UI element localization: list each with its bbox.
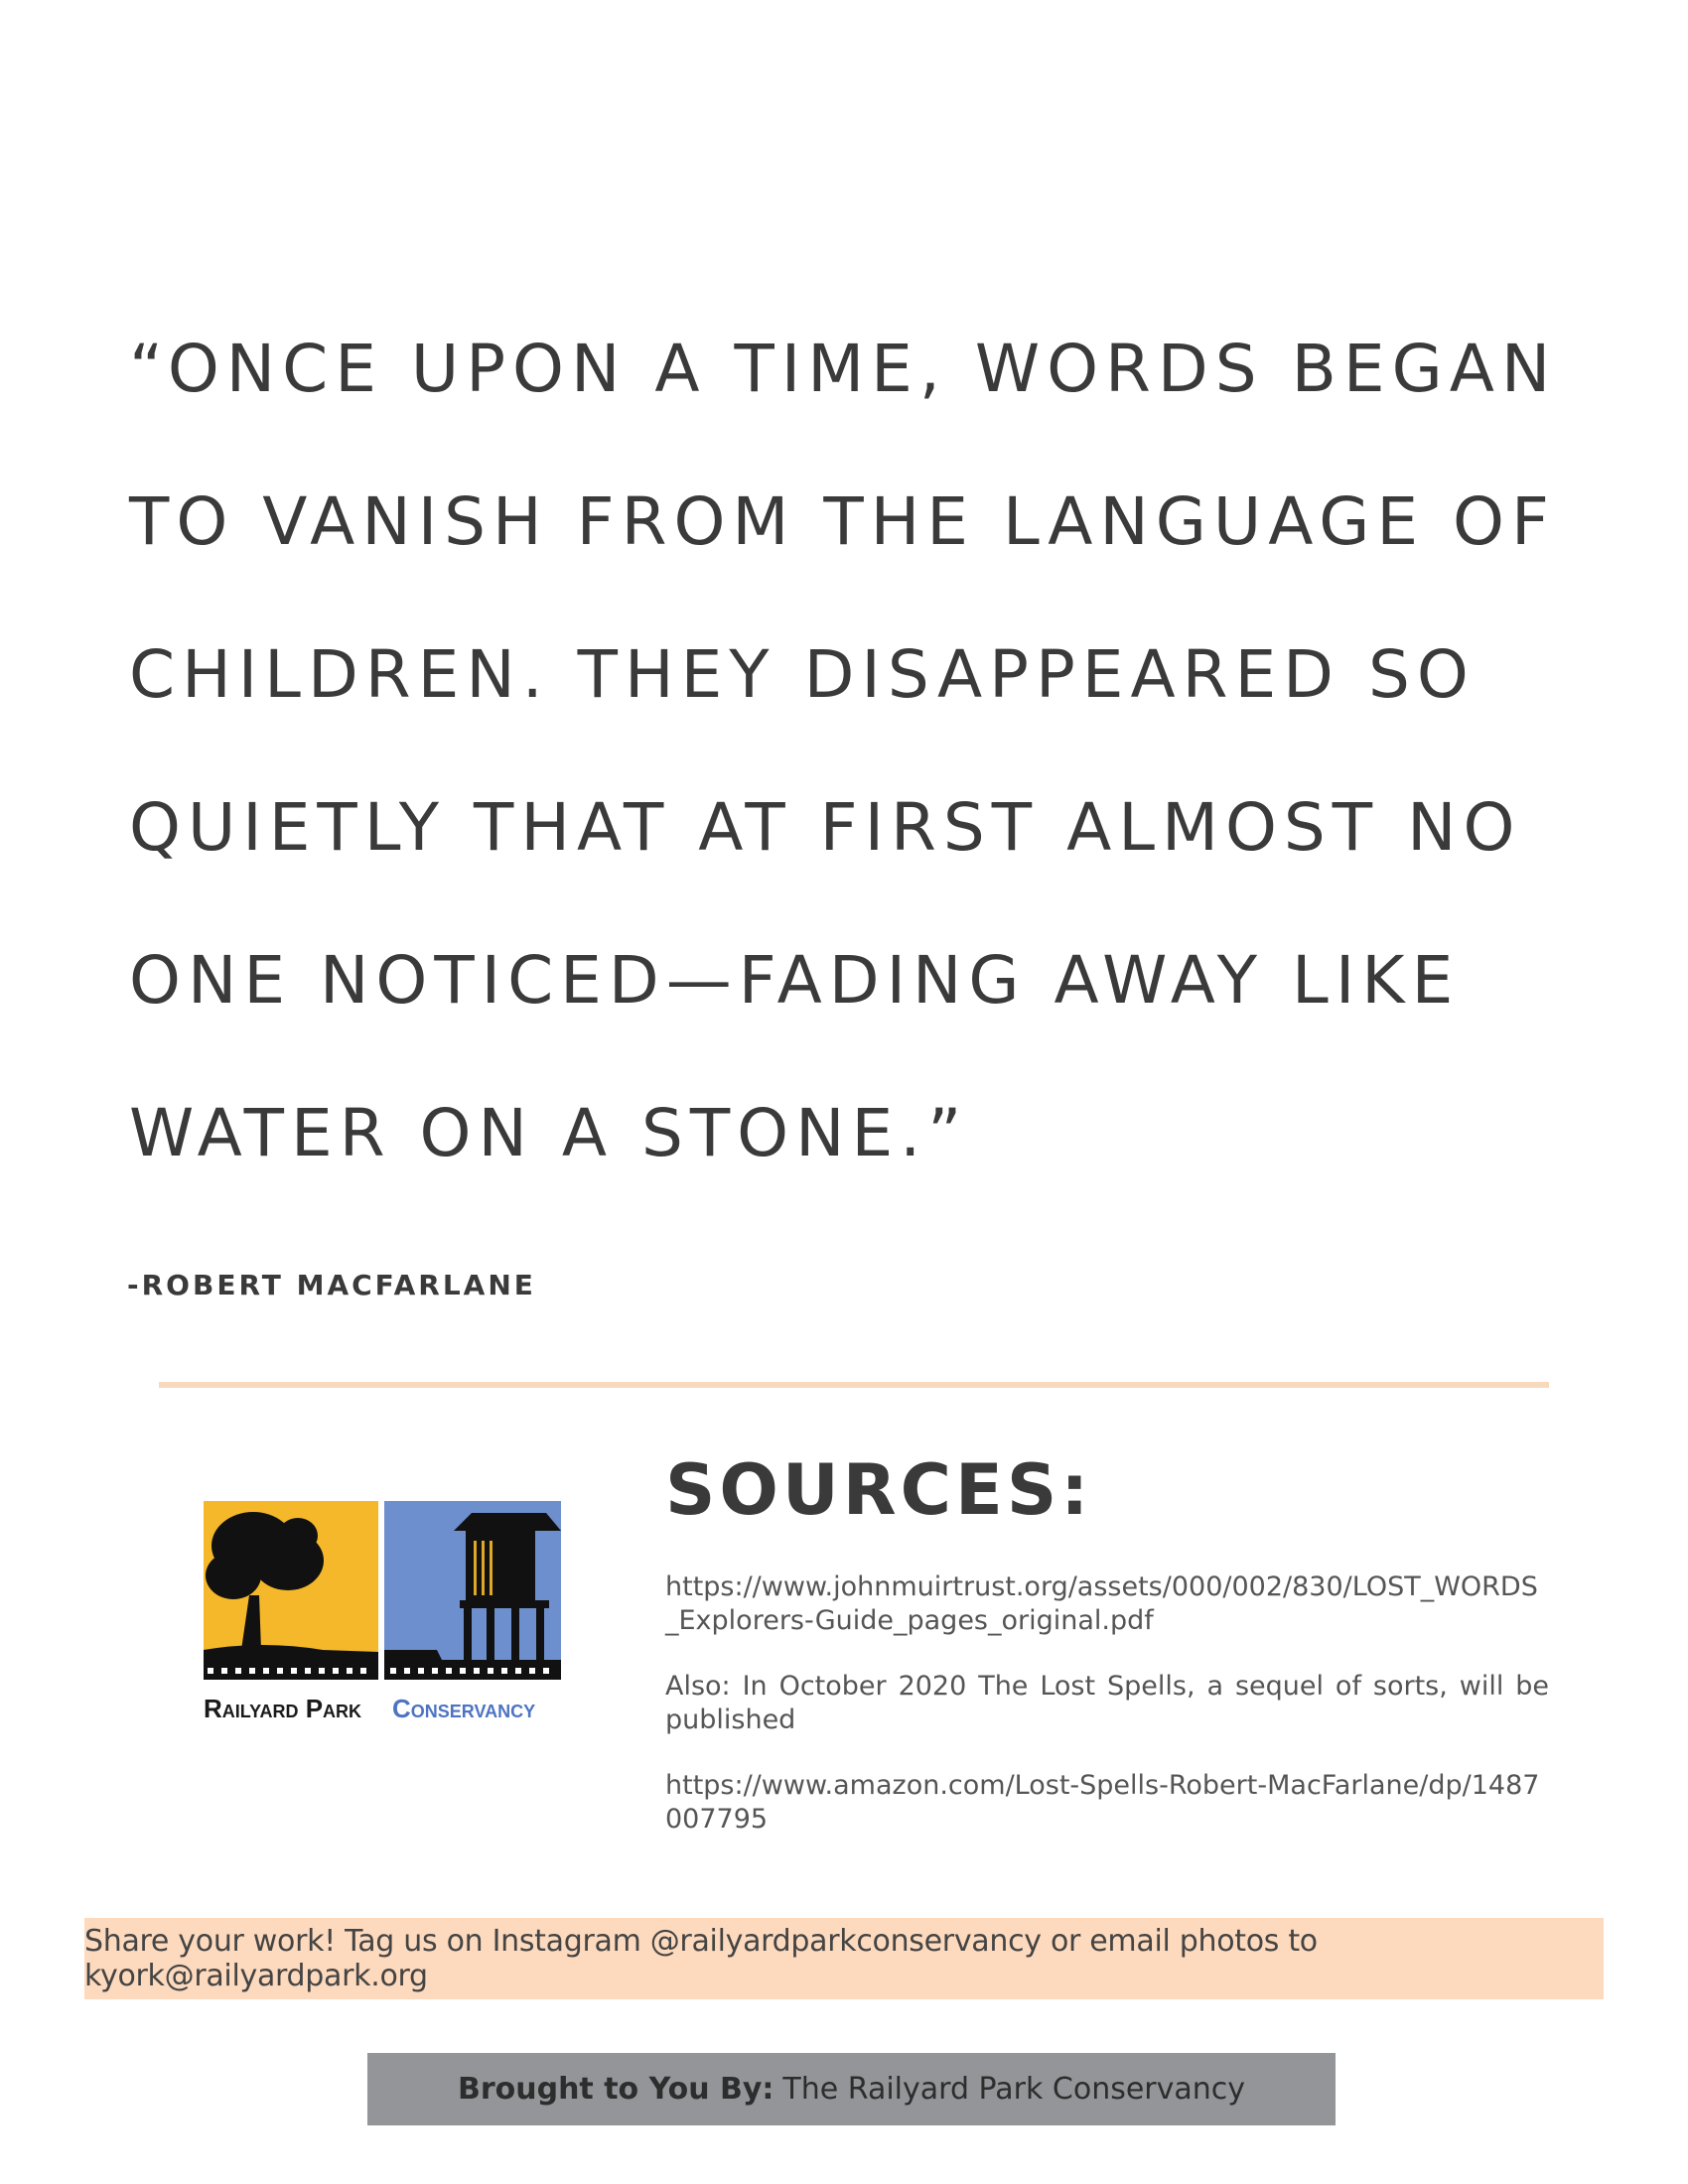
sources-list	[665, 1570, 1549, 1868]
railyard-park-conservancy-logo	[204, 1501, 561, 1729]
quote-block	[129, 293, 1599, 1210]
footer-label: Brought to You By:	[457, 2072, 774, 2107]
logo-word-railyard-park: Railyard Park	[204, 1694, 362, 1723]
source-link[interactable]: https://www.johnmuirtrust.org/assets/000/002/830/LOST_WORDS_Explorers-Guide_pages_original.pdf	[665, 1571, 1538, 1636]
quote-author: -ROBERT MACFARLANE	[127, 1269, 536, 1301]
sources-heading: SOURCES:	[665, 1449, 1093, 1531]
section-divider	[159, 1382, 1549, 1388]
quote-line: ONE NOTICED—FADING AWAY LIKE	[129, 942, 1461, 1019]
footer-credit	[367, 2053, 1336, 2125]
source-note: Also: In October 2020 The Lost Spells, a sequel of sorts, will be published	[665, 1671, 1549, 1735]
quote-line: “ONCE UPON A TIME, WORDS BEGAN	[129, 331, 1558, 407]
source-link[interactable]: https://www.amazon.com/Lost-Spells-Robert-MacFarlane/dp/1487007795	[665, 1770, 1540, 1835]
quote-line: TO VANISH FROM THE LANGUAGE OF	[129, 483, 1556, 560]
share-banner	[84, 1918, 1604, 1999]
logo-word-conservancy: Conservancy	[392, 1694, 536, 1723]
quote-line: WATER ON A STONE.”	[129, 1095, 969, 1171]
quote-line: QUIETLY THAT AT FIRST ALMOST NO	[129, 789, 1522, 866]
quote-line: CHILDREN. THEY DISAPPEARED SO	[129, 636, 1476, 713]
footer-value: The Railyard Park Conservancy	[782, 2072, 1246, 2107]
share-text: Share your work! Tag us on Instagram @railyardparkconservancy or email photos to kyork@railyardpark.org	[84, 1924, 1318, 1993]
